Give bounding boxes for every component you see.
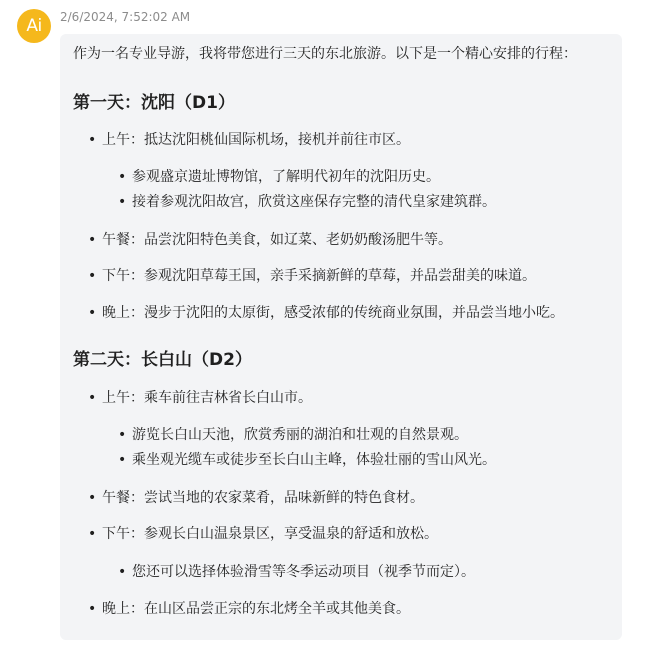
list-item: • 接着参观沈阳故宫，欣赏这座保存完整的清代皇家建筑群。	[118, 194, 496, 210]
day-2-title: 第二天：长白山（D2）	[73, 350, 252, 370]
list-item: • 午餐：品尝沈阳特色美食，如辽菜、老奶奶酸汤肥牛等。	[88, 232, 452, 248]
message-timestamp: 2/6/2024, 7:52:02 AM	[60, 10, 191, 24]
intro-text: 作为一名专业导游，我将带您进行三天的东北旅游。以下是一个精心安排的行程：	[73, 46, 577, 62]
list-item: • 下午：参观长白山温泉景区，享受温泉的舒适和放松。	[88, 526, 438, 542]
list-item: • 晚上：漫步于沈阳的太原街，感受浓郁的传统商业氛围，并品尝当地小吃。	[88, 305, 564, 321]
list-item: • 下午：参观沈阳草莓王国，亲手采摘新鲜的草莓，并品尝甜美的味道。	[88, 268, 536, 284]
assistant-avatar: Ai	[17, 9, 51, 43]
list-item: • 晚上：在山区品尝正宗的东北烤全羊或其他美食。	[88, 601, 410, 617]
list-item: • 上午：乘车前往吉林省长白山市。	[88, 390, 312, 406]
day-1-title: 第一天：沈阳（D1）	[73, 93, 235, 113]
list-item: • 游览长白山天池，欣赏秀丽的湖泊和壮观的自然景观。	[118, 427, 468, 443]
message-bubble	[60, 34, 622, 640]
list-item: • 上午：抵达沈阳桃仙国际机场，接机并前往市区。	[88, 132, 410, 148]
list-item: • 您还可以选择体验滑雪等冬季运动项目（视季节而定）。	[118, 564, 475, 580]
list-item: • 乘坐观光缆车或徒步至长白山主峰，体验壮丽的雪山风光。	[118, 452, 496, 468]
list-item: • 参观盛京遗址博物馆，了解明代初年的沈阳历史。	[118, 169, 440, 185]
list-item: • 午餐：尝试当地的农家菜肴，品味新鲜的特色食材。	[88, 490, 424, 506]
